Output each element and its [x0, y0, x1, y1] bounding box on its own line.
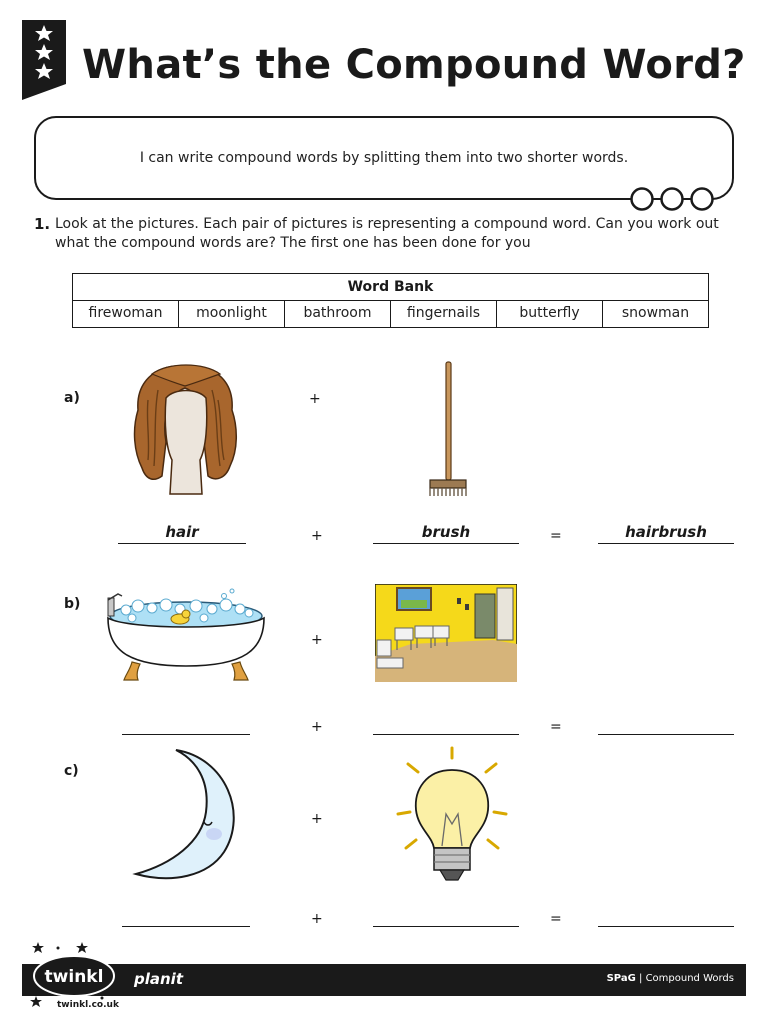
answer-word1: hair: [165, 523, 199, 541]
learning-objective-text: I can write compound words by splitting them into two shorter words.: [139, 150, 629, 166]
word-bank-table: [72, 273, 709, 328]
row-a-label: a): [64, 390, 80, 406]
plus-sign: +: [311, 528, 323, 544]
word-bank-word: snowman: [621, 305, 690, 321]
wig-on-stand-icon: [128, 360, 243, 498]
question-text: Look at the pictures. Each pair of pictures is representing a compound word. Can you work out what the compound words are? The first one has been done for you: [55, 216, 719, 251]
equals-sign: =: [550, 911, 562, 927]
plus-sign: +: [311, 911, 323, 927]
word-bank-word: fingernails: [391, 301, 497, 327]
word-bank-word: butterfly: [497, 301, 603, 327]
word-bank-word: bathroom: [285, 301, 391, 327]
broom-brush-icon: [426, 360, 470, 498]
answer-line-word1[interactable]: [118, 543, 246, 544]
crescent-moon-icon: [132, 746, 242, 884]
answer-line-word1[interactable]: [122, 926, 250, 927]
footer-separator: |: [635, 973, 646, 984]
bookmark-flag-icon: [22, 20, 66, 100]
plus-sign: +: [309, 391, 321, 407]
decorative-circles-icon: [630, 187, 714, 211]
word-bank-word: firewoman: [73, 301, 179, 327]
footer-topic: [607, 973, 734, 984]
equals-sign: =: [550, 719, 562, 735]
answer-compound: hairbrush: [625, 523, 707, 541]
plus-sign: +: [311, 632, 323, 648]
plus-sign: +: [311, 811, 323, 827]
light-bulb-icon: [396, 744, 508, 886]
word-bank-word: moonlight: [179, 301, 285, 327]
plus-sign: +: [311, 719, 323, 735]
question-number: 1.: [34, 215, 51, 233]
footer-topic-text: Compound Words: [645, 973, 734, 984]
answer-word2: brush: [421, 523, 471, 541]
waiting-room-icon: [375, 584, 517, 682]
row-c-label: c): [64, 763, 79, 779]
word-bank-title: Word Bank: [73, 274, 708, 301]
answer-line-word1[interactable]: [122, 734, 250, 735]
row-b-label: b): [64, 596, 81, 612]
footer-brand: planit: [134, 970, 183, 988]
equals-sign: =: [550, 528, 562, 544]
footer-url[interactable]: twinkl.co.uk: [57, 1000, 119, 1010]
bathtub-icon: [104, 588, 268, 684]
answer-line-word2[interactable]: [373, 734, 519, 735]
footer-subject: SPaG: [606, 973, 636, 984]
page-title: What’s the Compound Word?: [82, 42, 746, 88]
answer-line-word2[interactable]: [373, 926, 519, 927]
answer-line-compound[interactable]: [598, 543, 734, 544]
answer-line-compound[interactable]: [598, 734, 734, 735]
answer-line-word2[interactable]: [373, 543, 519, 544]
word-bank-row: [73, 301, 708, 327]
learning-objective-box: [34, 116, 734, 200]
logo-text: twinkl: [44, 967, 104, 987]
footer-bar: [22, 964, 746, 996]
answer-line-compound[interactable]: [598, 926, 734, 927]
